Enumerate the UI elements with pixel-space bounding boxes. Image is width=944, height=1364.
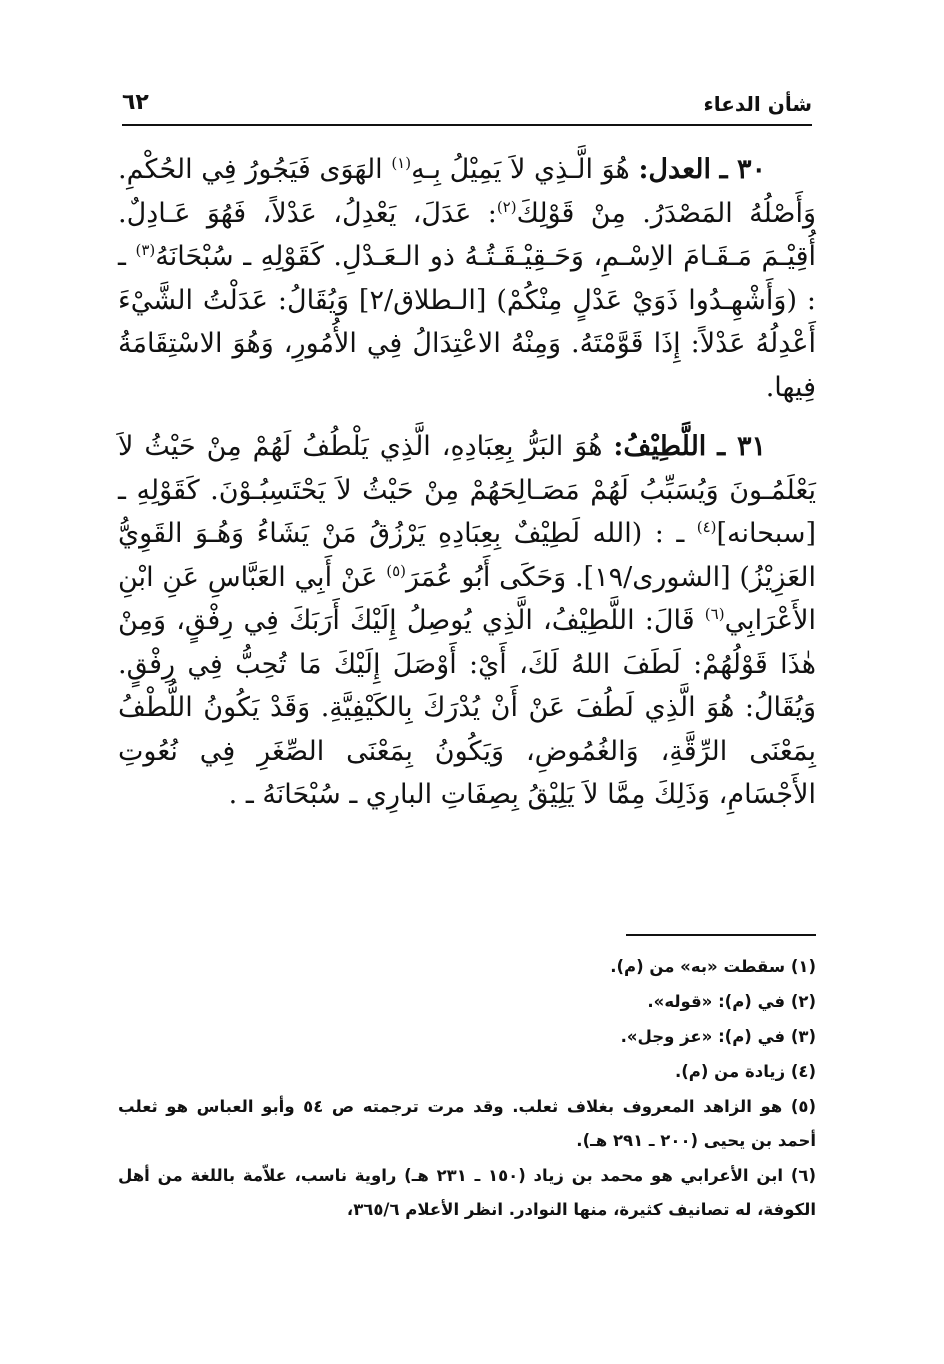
- entry-30-text-2: الهَوَى فَيَجُورُ فِي الحُكْمِ. وَأَصْلُهُ المَصْدَرُ. مِنْ قَوْلِكَ: [118, 154, 816, 229]
- page-header: [122, 84, 812, 126]
- entry-30-text-1: هُوَ الَّـذِي لاَ يَمِيْلُ بِـهِ: [411, 154, 639, 185]
- footnote-ref-1[interactable]: (١): [391, 154, 412, 172]
- footnote-ref-4[interactable]: (٤): [696, 518, 717, 536]
- footnote-3: (٣) في (م): «عز وجل».: [620, 1027, 816, 1046]
- footnote-2: (٢) في (م): «قوله».: [647, 992, 816, 1011]
- footnotes: [118, 950, 816, 1228]
- entry-31-number: ٣١ ـ: [717, 431, 766, 462]
- entry-31-paragraph: [118, 425, 816, 817]
- running-title: شأن الدعاء: [703, 92, 812, 116]
- entry-31-text-1: هُوَ البَرُّ بِعِبَادِهِ، الَّذِي يَلْطُفُ لَهُمْ مِنْ حَيْثُ لاَ يَعْلَمُـونَ وَيُسَبِّبُ لَهُمْ مَصَـالِحَهُمْ مِنْ حَيْثُ لاَ يَحْتَسِبُـوْنَ. كَقَوْلِهِ ـ [سبحانه]: [118, 431, 816, 549]
- entry-30-text-4: ـ : (وَأَشْهِـدُوا ذَوَيْ عَدْلٍ مِنْكُمْ) [الـطلاق/٢] وَيُقَالُ: عَدَلْتُ الشَّيْءَ أَعْدِلُهُ عَدْلاً: إِذَا قَوَّمْتَهُ. وَمِنْهُ الاعْتِدَالُ فِي الأُمُورِ، وَهُوَ الاسْتِقَامَةُ فِيها.: [118, 241, 816, 403]
- entry-31-text-2: ـ : (الله لَطِيْفٌ بِعِبَادِهِ يَرْزُقُ مَنْ يَشَاءُ وَهُـوَ القَوِيُّ العَزِيْزُ) [الشورى/١٩]. وَحَكَى أَبُو عُمَرَ: [118, 518, 816, 593]
- footnote-ref-5[interactable]: (٥): [386, 561, 406, 580]
- footnote-ref-6[interactable]: (٦): [704, 605, 725, 623]
- footnote-5: (٥) هو الزاهد المعروف بغلاف ثعلب. وقد مرت ترجمته ص ٥٤ وأبو العباس هو ثعلب أحمد بن يحيى (٢٠٠ ـ ٢٩١ هـ).: [118, 1097, 816, 1150]
- footnote-1: (١) سقطت «به» من (م).: [610, 957, 816, 976]
- entry-31-text-3: عَنْ أَبِي العَبَّاسِ عَنِ ابْنِ الأَعْرَابِي: [118, 561, 816, 636]
- entry-30-text-3: : عَدَلَ، يَعْدِلُ، عَدْلاً، فَهُوَ عَـادِلٌ. أُقِيْـمَ مَـقَـامَ الاِسْـمِ، وَحَـقِيْـقَـتُـهُ ذو الـعَـدْلِ. كَقَوْلِهِ ـ سُبْحَانَهُ: [118, 197, 816, 272]
- page-number: ٦٢: [122, 90, 149, 115]
- footnote-ref-2[interactable]: (٢): [496, 197, 517, 216]
- entry-30-number: ٣٠ ـ: [719, 154, 766, 185]
- entry-30-term: العدل:: [638, 154, 711, 185]
- entry-31-text-4: قَالَ: اللَّطِيْفُ، الَّذِي يُوصِلُ إِلَيْكَ أَرَبَكَ فِي رِفْقٍ، وَمِنْ هٰذَا قَوْلُهُمْ: لَطَفَ اللهُ لَكَ، أَيْ: أَوْصَلَ إِلَيْكَ مَا تُحِبُّ فِي رِفْقٍ. وَيُقَالُ: هُوَ الَّذِي لَطُفَ عَنْ أَنْ يُدْرَكَ بِالكَيْفِيَّةِ. وَقَدْ يَكُونُ اللُّطْفُ بِمَعْنَى الرِّقَّةِ، وَالغُمُوضِ، وَيَكُونُ بِمَعْنَى الصِّغَرِ فِي نُعُوتِ الأَجْسَامِ، وَذَلِكَ مِمَّا لاَ يَلِيْقُ بِصِفَاتِ البارِي ـ سُبْحَانَهُ ـ .: [118, 605, 816, 810]
- entry-31-term: اللَّطِيْفُ:: [613, 431, 707, 462]
- entry-30-paragraph: [118, 148, 816, 409]
- footnote-separator: [626, 934, 816, 936]
- main-text: [118, 148, 816, 817]
- footnote-ref-3[interactable]: (٣): [135, 241, 156, 259]
- footnote-4: (٤) زيادة من (م).: [674, 1062, 816, 1081]
- footnote-6: (٦) ابن الأعرابي هو محمد بن زياد (١٥٠ ـ ٢٣١ هـ) راوية ناسب، علاّمة باللغة من أهل الكوفة، له تصانيف كثيرة، منها النوادر. انظر الأعلام ٣٦٥/٦،: [118, 1166, 816, 1219]
